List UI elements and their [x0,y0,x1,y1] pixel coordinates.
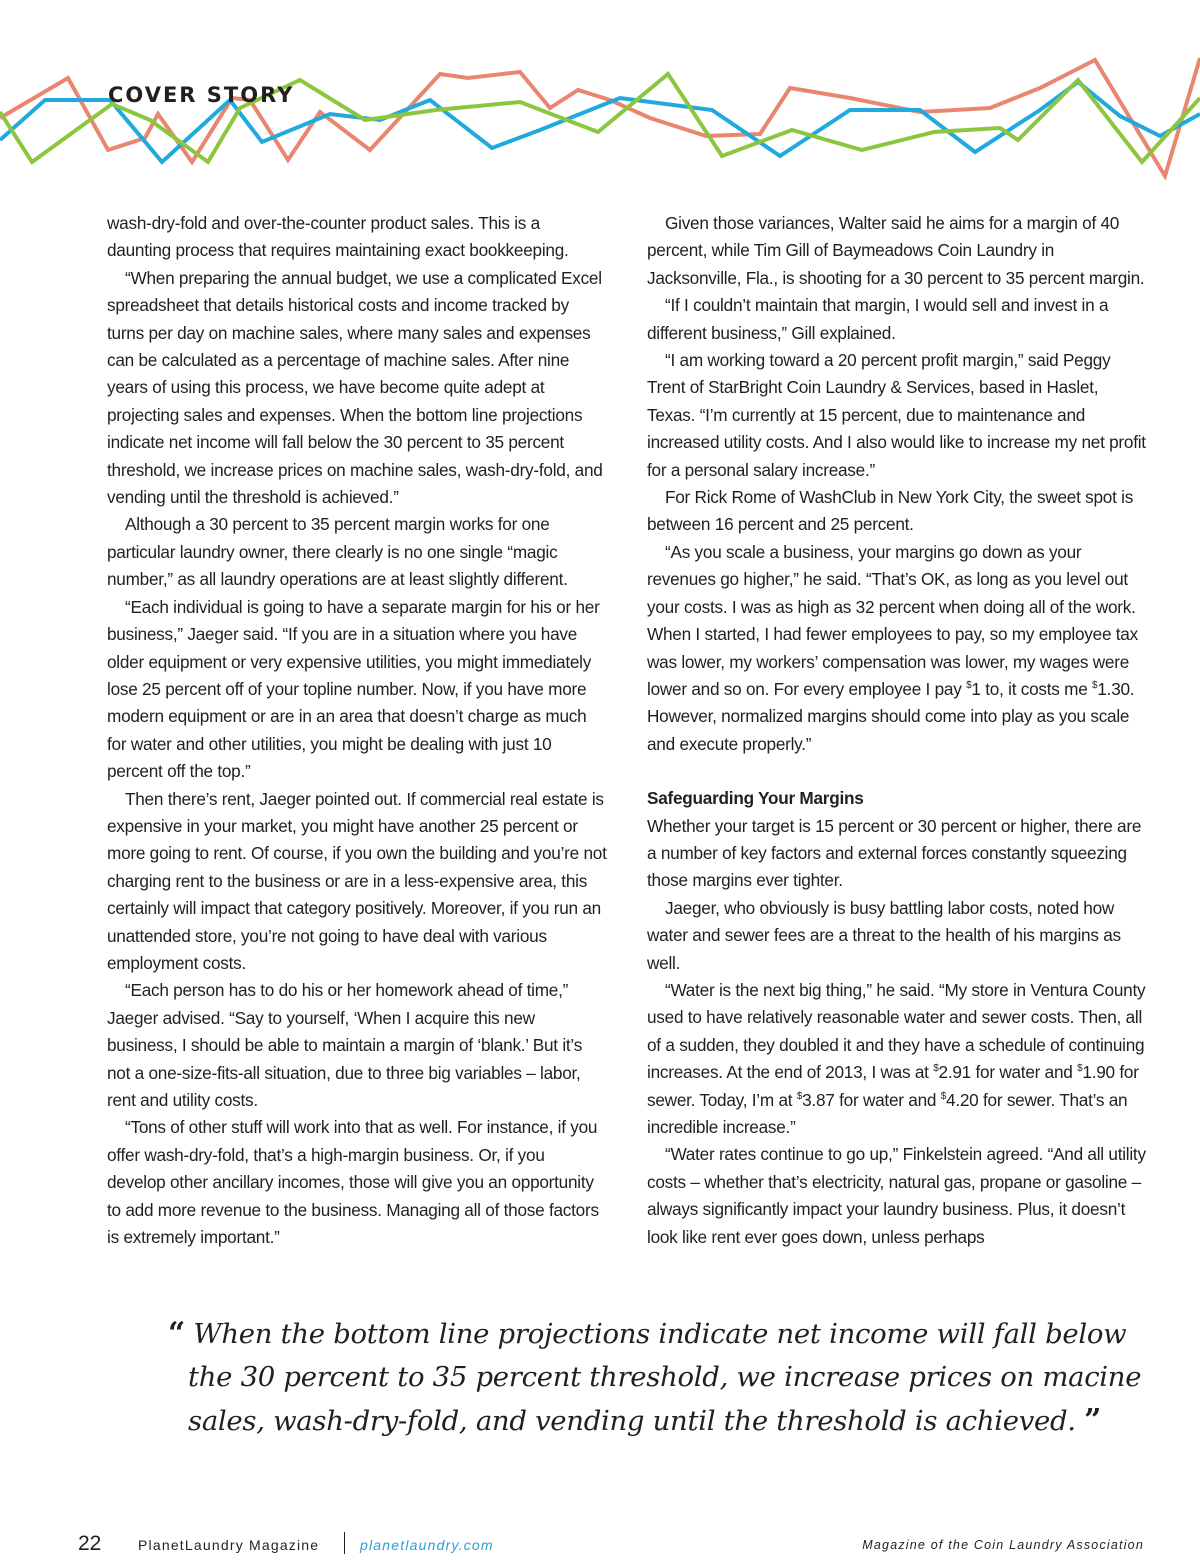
article-paragraph: For Rick Rome of WashClub in New York City, the sweet spot is between 16 percent and 25 percent. [647,487,1134,535]
magazine-name: PlanetLaundry Magazine [138,1537,320,1553]
website-link[interactable]: planetlaundry.com [360,1537,494,1553]
section-heading: Safeguarding Your Margins [647,788,864,809]
article-paragraph: “If I couldn’t maintain that margin, I would sell and invest in a different business,” Gill explained. [647,295,1109,343]
section-label: COVER STORY [108,83,295,107]
text-run: “Water is the next big thing,” he said. “My store in Ventura County used to have relatively reasonable water and sewer costs. Then, all of a sudden, they doubled it and they have a schedule of continuing increases. At the end of 2013, I was at [647,979,1146,1083]
pull-quote-line [168,1399,1128,1443]
text-run: 2.91 for water and [938,1062,1078,1083]
open-quote-mark: “ [168,1316,185,1351]
text-run: 3.87 for water and [802,1089,941,1110]
article-paragraph: “When preparing the annual budget, we use a complicated Excel spreadsheet that details historical costs and income tracked by turns per day on machine sales, where many sales and expenses can be calculated as a percentage of machine sales. After nine years of using this process, we have become quite adept at projecting sales and expenses. When the bottom line projections indicate net income will fall below the 30 percent to 35 percent threshold, we increase prices on machine sales, wash-dry-fold, and vending until the threshold is achieved.” [107,267,603,508]
pull-quote-text: When the bottom line projections indicate net income will fall below [193,1318,1127,1350]
article-paragraph: “Water rates continue to go up,” Finkelstein agreed. “And all utility costs – whether that’s electricity, natural gas, propane or gasoline – always significantly impact your laundry business. Plus, it doesn’t look like rent ever goes down, unless perhaps [647,1144,1146,1247]
article-paragraph: Although a 30 percent to 35 percent margin works for one particular laundry owner, there clearly is no one single “magic number,” as all laundry operations are at least slightly different. [107,514,568,590]
article-paragraph [647,539,1147,758]
currency-symbol: $ [933,1063,939,1075]
text-run: 1 to, it costs me [971,678,1093,699]
article-paragraph: Whether your target is 15 percent or 30 percent or higher, there are a number of key factors and external forces constantly squeezing those margins ever tighter. [647,815,1142,891]
text-run: “As you scale a business, your margins go down as your revenues go higher,” he said. “That’s OK, as long as you level out your costs. I was as high as 32 percent when doing all of the work. When I started, I had fewer employees to pay, so my employee tax was lower, my workers’ compensation was lower, my wages were lower and so on. For every employee I pay [647,541,1138,699]
text-run: 4.20 for sewer. That’s an incredible increase.” [647,1089,1128,1137]
currency-symbol: $ [1092,679,1098,691]
article-paragraph: “I am working toward a 20 percent profit margin,” said Peggy Trent of StarBright Coin Laundry & Services, based in Haslet, Texas. “I’m currently at 15 percent, due to maintenance and increased utility costs. And I also would like to increase my net profit for a personal salary increase.” [647,350,1146,480]
article-paragraph: Jaeger, who obviously is busy battling labor costs, noted how water and sewer fees are a threat to the health of his margins as well. [647,897,1121,973]
article-paragraph: “Each individual is going to have a separate margin for his or her business,” Jaeger said. “If you are in a situation where you have older equipment or very expensive utilities, you might immediately lose 25 percent off of your topline number. Now, if you have more modern equipment or are in an area that doesn’t charge as much for water and other utilities, you might be dealing with just 10 percent off the top.” [107,596,600,782]
page-footer [0,1530,1200,1560]
left-column [107,210,607,1251]
magazine-tagline: Magazine of the Coin Laundry Association [862,1538,1144,1552]
header-zigzag-lines [0,50,1200,180]
right-column [647,210,1147,1251]
currency-symbol: $ [796,1090,803,1102]
article-paragraph: “Tons of other stuff will work into that as well. For instance, if you offer wash-dry-fold, that’s a high-margin business. Or, if you develop other ancillary incomes, those will give you an opportunity to add more revenue to the business. Managing all of those factors is extremely important.” [107,1117,599,1248]
text-run: 1.30. However, normalized margins should come into play as you scale and execute properly.” [647,678,1135,754]
pull-quote-text: sales, wash-dry-fold, and vending until the threshold is achieved. [188,1405,1076,1437]
footer-divider [344,1532,345,1554]
close-quote-mark: ” [1084,1403,1102,1438]
article-paragraph: “Each person has to do his or her homework ahead of time,” Jaeger advised. “Say to yourself, ‘When I acquire this new business, I should be able to maintain a margin of ‘blank.’ But it’s not a one-size-fits-all situation, due to three big variables – labor, rent and utility costs. [107,980,583,1110]
article-paragraph: Given those variances, Walter said he aims for a margin of 40 percent, while Tim Gill of Baymeadows Coin Laundry in Jacksonville, Fla., is shooting for a 30 percent to 35 percent margin. [647,213,1145,288]
currency-symbol: $ [940,1090,947,1102]
currency-symbol: $ [966,679,972,691]
pull-quote-line: the 30 percent to 35 percent threshold, we increase prices on macine [188,1361,1142,1393]
pull-quote [168,1312,1142,1443]
page-number: 22 [78,1532,102,1555]
currency-symbol: $ [1077,1063,1083,1075]
text-run: 1.90 for sewer. Today, I’m at [647,1062,1139,1110]
article-paragraph: Then there’s rent, Jaeger pointed out. If commercial real estate is expensive in your market, you might have another 25 percent or more going to rent. Of course, if you own the building and you’re not charging rent to the business or are in a less-expensive area, this certainly will impact that category positively. Moreover, if you run an unattended store, you’re not going to have deal with various employment costs. [107,788,607,973]
article-paragraph [647,977,1147,1141]
pull-quote-line [168,1312,1128,1356]
orange-zigzag-line [0,58,1200,176]
article-paragraph: wash-dry-fold and over-the-counter product sales. This is a daunting process that requires maintaining exact bookkeeping. [107,213,569,261]
